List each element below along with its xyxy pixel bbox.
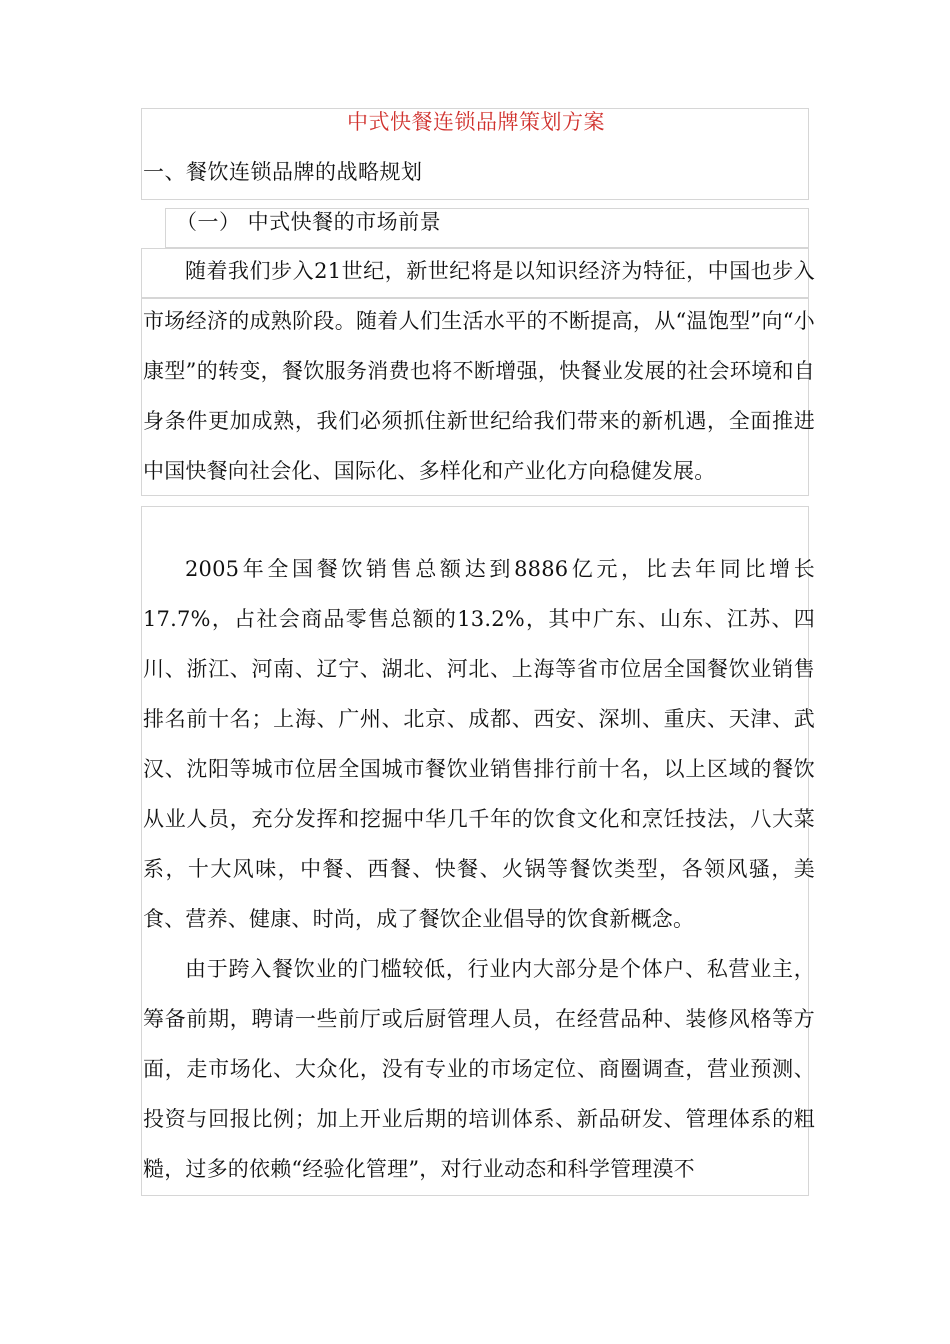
paragraph: 随着我们步入21世纪，新世纪将是以知识经济为特征，中国也步入市场经济的成熟阶段。随着人们生活水平的不断提高，从“温饱型”向“小康型”的转变，餐饮服务消费也将不断增强，快餐业发展的社会环境和自身条件更加成熟，我们必须抓住新世纪给我们带来的新机遇，全面推进中国快餐向社会化、国际化、多样化和产业化方向稳健发展。 [143, 259, 815, 483]
paragraph: 由于跨入餐饮业的门槛较低，行业内大部分是个体户、私营业主，筹备前期，聘请一些前厅或后厨管理人员，在经营品种、装修风格等方面，走市场化、大众化，没有专业的市场定位、商圈调查，营业预测、投资与回报比例；加上开业后期的培训体系、新品研发、管理体系的粗糙，过多的依赖“经验化管理”，对行业动态和科学管理漠不 [143, 957, 815, 1181]
section-heading: 一、餐饮连锁品牌的战略规划 [143, 160, 423, 184]
paragraph: 2005年全国餐饮销售总额达到8886亿元，比去年同比增长17.7%，占社会商品零售总额的13.2%，其中广东、山东、江苏、四川、浙江、河南、辽宁、湖北、河北、上海等省市位居全国餐饮业销售排名前十名；上海、广州、北京、成都、西安、深圳、重庆、天津、武汉、沈阳等城市位居全国城市餐饮业销售排行前十名，以上区域的餐饮从业人员，充分发挥和挖掘中华几千年的饮食文化和烹饪技法，八大菜系，十大风味，中餐、西餐、快餐、火锅等餐饮类型，各领风骚，美食、营养、健康、时尚，成了餐饮企业倡导的饮食新概念。 [143, 557, 815, 931]
document-title: 中式快餐连锁品牌策划方案 [347, 110, 605, 134]
subsection-heading: （一） 中式快餐的市场前景 [176, 210, 442, 234]
